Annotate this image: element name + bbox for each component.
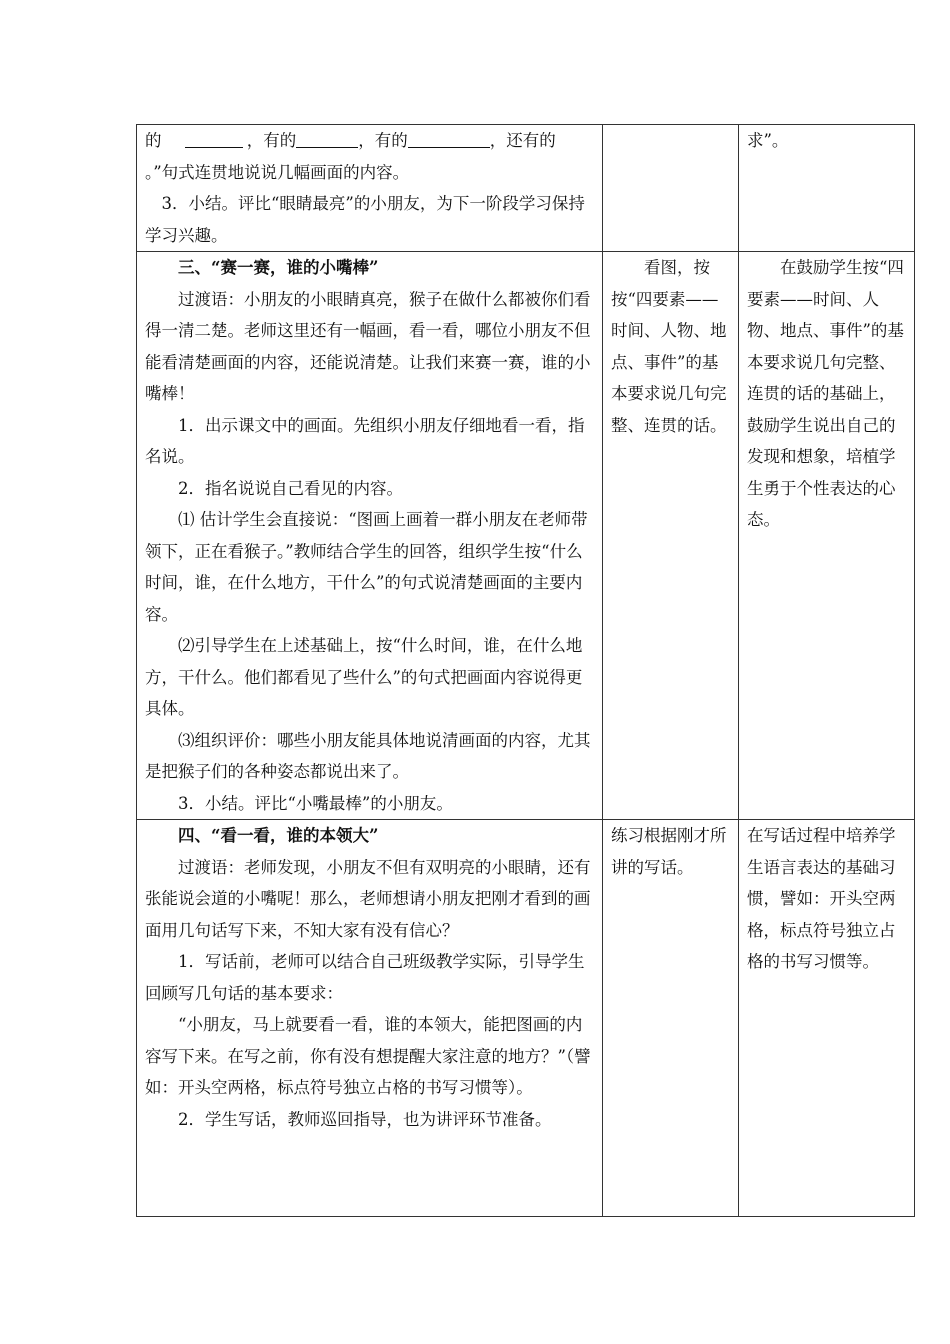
student-activity-text: 练习根据刚才所讲的写话。 — [611, 826, 727, 877]
design-intent-cell — [739, 820, 915, 1217]
design-intent-cell — [739, 125, 915, 252]
text-segment: 的 — [145, 131, 162, 150]
text-segment: ，有的 — [246, 131, 297, 150]
section-heading: 三、“赛一赛，谁的小嘴棒” — [178, 258, 379, 277]
fill-blank — [296, 129, 358, 148]
table-row — [137, 820, 915, 1217]
paragraph: “小朋友，马上就要看一看，谁的本领大，能把图画的内容写下来。在写之前，你有没有想提醒大家注意的地方？”（譬如：开头空两格，标点符号独立占格的书写习惯等）。 — [145, 1015, 591, 1097]
summary-paragraph: 3．小结。评比“眼睛最亮”的小朋友，为下一阶段学习保持学习兴趣。 — [145, 194, 585, 245]
paragraph: ⑴ 估计学生会直接说：“图画上画着一群小朋友在老师带领下，正在看猴子。”教师结合学生的回答，组织学生按“什么时间，谁，在什么地方，干什么”的句式说清楚画面的主要内容。 — [145, 510, 588, 624]
paragraph: ⑶组织评价：哪些小朋友能具体地说清画面的内容，尤其是把猴子们的各种姿态都说出来了。 — [145, 730, 591, 781]
text-segment: ，还有的 — [489, 131, 556, 150]
student-activity-text: 看图，按按“四要素——时间、人物、地点、事件”的基本要求说几句完整、连贯的话。 — [611, 258, 727, 435]
design-intent-text: 求”。 — [747, 131, 789, 150]
paragraph: 2．学生写话，教师巡回指导，也为讲评环节准备。 — [178, 1109, 552, 1129]
fill-blank — [408, 129, 490, 148]
student-activity-cell — [603, 820, 739, 1217]
paragraph: 过渡语：老师发现，小朋友不但有双明亮的小眼睛，还有张能说会道的小嘴呢！那么，老师想请小朋友把刚才看到的画面用几句话写下来，不知大家有没有信心？ — [145, 857, 591, 940]
student-activity-cell — [603, 125, 739, 252]
table-row — [137, 125, 915, 252]
paragraph: 1．写话前，老师可以结合自己班级教学实际，引导学生回顾写几句话的基本要求： — [145, 952, 585, 1003]
paragraph: 2．指名说说自己看见的内容。 — [178, 478, 403, 498]
text-segment: ，有的 — [358, 131, 408, 150]
paragraph: 过渡语：小朋友的小眼睛真亮，猴子在做什么都被你们看得一清二楚。老师这里还有一幅画，看一看，哪位小朋友不但能看清楚画面的内容，还能说清楚。让我们来赛一赛，谁的小嘴棒！ — [145, 289, 591, 403]
paragraph: 。”句式连贯地说说几幅画面的内容。 — [145, 162, 410, 182]
procedure-cell — [137, 125, 603, 252]
procedure-cell — [137, 252, 603, 820]
lesson-plan-table — [136, 124, 915, 1217]
student-activity-cell — [603, 252, 739, 820]
fill-blank — [185, 129, 243, 148]
paragraph: ⑵引导学生在上述基础上，按“什么时间，谁，在什么地方，干什么。他们都看见了些什么”的句式把画面内容说得更具体。 — [145, 636, 583, 718]
procedure-cell — [137, 820, 603, 1217]
table-row — [137, 252, 915, 820]
sentence-pattern-line — [145, 125, 594, 157]
section-heading: 四、“看一看，谁的本领大” — [178, 826, 379, 845]
paragraph: 1．出示课文中的画面。先组织小朋友仔细地看一看，指名说。 — [145, 415, 585, 466]
design-intent-cell — [739, 252, 915, 820]
design-intent-text: 在写话过程中培养学生语言表达的基础习惯，譬如：开头空两格，标点符号独立占格的书写习惯等。 — [747, 826, 896, 971]
design-intent-text: 在鼓励学生按“四要素——时间、人物、地点、事件”的基本要求说几句完整、连贯的话的基础上，鼓励学生说出自己的发现和想象，培植学生勇于个性表达的心态。 — [747, 258, 904, 529]
paragraph: 3．小结。评比“小嘴最棒”的小朋友。 — [178, 793, 453, 813]
